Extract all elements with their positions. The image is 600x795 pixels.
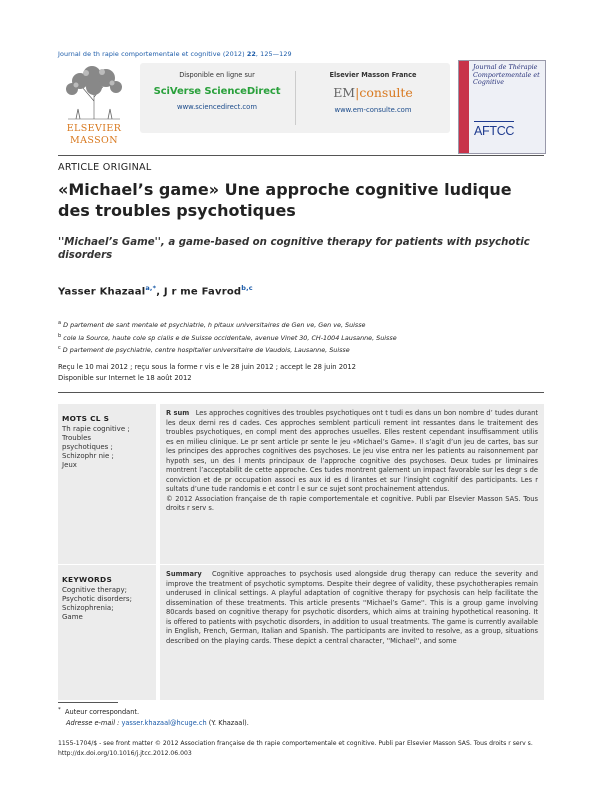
author-list: Yasser Khazaal$^{a,*}$, J r me Favrod$^{b,c}$	[58, 284, 253, 298]
online-date: Disponible sur Internet le 18 août 2012	[58, 373, 192, 382]
author-affiliation-marker[interactable]: b,c	[241, 284, 253, 292]
keyword-item: psychotiques ;	[62, 443, 113, 451]
author-name[interactable]: Yasser Khazaal	[58, 286, 146, 298]
abstract-fr-copyright: © 2012 Association française de th rapie comportementale et cognitive. Publi par Elsevier Masson SAS. Tous droits r serv s.	[166, 494, 538, 512]
journal-pages: , 125—129	[255, 50, 292, 58]
sciverse-block	[142, 71, 292, 111]
elsevier-masson-france-label: Elsevier Masson France	[329, 71, 417, 79]
issn-copyright-line: 1155-1704/$ - see front matter © 2012 Association française de th rapie comportementale et cognitive. Publi par Elsevier Masson SAS. Tous droits r serv s.	[58, 740, 533, 747]
abstract-rule	[58, 392, 544, 393]
header-divider	[295, 71, 296, 125]
keyword-item: Troubles	[62, 434, 92, 442]
keyword-item: Jeux	[62, 461, 77, 469]
corresponding-label: Auteur correspondant.	[64, 708, 140, 717]
abstract-fr-text	[160, 404, 544, 514]
email-label: Adresse e-mail :	[66, 718, 120, 727]
affiliation-marker: a	[58, 320, 62, 326]
masson-logo-text: MASSON	[70, 135, 118, 146]
journal-reference[interactable]	[58, 50, 292, 58]
keywords-en-box	[58, 565, 156, 700]
affiliation-marker: b	[58, 332, 62, 339]
abstract-en-body: Cognitive approaches to psychosis used alongside drug therapy can reduce the severity and improve the treatment of psychotic symptoms. Despite their degree of validity, these psychotherapies remain underused in clinical settings. A playful adaptation of cognitive therapy for psychosis can help facilitate the dissemination of these treatments. This article presents ''Michael’s Game''. This is a group game involving 80cards based on cognitive therapy for psychotic disorders, which aims at training hypothetical reasoning. It is offered to patients with psychotic disorders, in addition to usual treatments. The game is currently available in English, French, German, Italian and Spanish. The participants are invited to resolve, as a group, situations described on the playing cards. These depict a central character, ''Michael'', and some	[166, 570, 538, 645]
cover-stripe	[459, 61, 469, 153]
em-consulte-logo[interactable]: EM|consulte	[333, 85, 413, 100]
affiliation-text: D partement de sant mentale et psychiatrie, h pitaux universitaires de Gen ve, Gen ve, Suisse	[63, 321, 366, 330]
affiliation-item	[58, 343, 544, 356]
abstract-en-box	[160, 565, 544, 700]
abstract-fr-body: Les approches cognitives des troubles psychotiques ont t tudi es dans un bon nombre d’ tudes durant les deux derni res d cades. Ces approches semblent particuli rement int ressantes dans le traitement des troubles psychotiques, en compl ment des approches usuelles. Elles restent cependant insuffisamment utilis es en milieu clinique. Le pr sent article pr sente le jeu «Michael’s Game». Il s’agit d’un jeu de cartes, bas sur les principes des approches cognitives des psychoses. Le jeu vise entra ner les patients au raisonnement par hypoth ses, un des l ments principaux de l’approche cognitive des psychoses. Deux tudes pr liminaires montrent l’acceptabilit de cette approche. Ces tudes montrent galement un impact favorable sur les degr s de conviction et de pr occupation associ es aux id es d lirantes et sur l’insight cognitif des participants. Les r sultats d’une tude randomis e et contr l e sur ce sujet sont prochainement attendus.	[166, 409, 538, 493]
keyword-item: Th rapie cognitive ;	[62, 425, 130, 433]
aftcc-logo: AFTCC	[474, 121, 514, 138]
affiliation-text: cole la Source, haute cole sp cialis e de Suisse occidentale, avenue Vinet 30, CH-1004 Lausanne, Suisse	[63, 333, 397, 342]
affiliation-text: D partement de psychiatrie, centre hospitalier universitaire de Vaudois, Lausanne, Suisse	[62, 346, 350, 355]
sciencedirect-link[interactable]: www.sciencedirect.com	[177, 103, 257, 111]
abstract-fr-box	[160, 404, 544, 564]
article-dates	[58, 362, 544, 383]
keywords-en-heading: KEYWORDS	[62, 575, 113, 584]
footnote-rule	[58, 702, 118, 703]
doi-link[interactable]: http://dx.doi.org/10.1016/j.jtcc.2012.06.003	[58, 749, 192, 757]
keyword-item: Game	[62, 613, 83, 621]
header-rule	[58, 155, 544, 156]
em-logo-right: consulte	[359, 85, 413, 100]
keyword-item: Cognitive therapy;	[62, 586, 127, 594]
article-subtitle: ''Michael’s Game'', a game-based on cognitive therapy for patients with psychotic disorders	[58, 237, 530, 261]
abstract-en-text	[160, 565, 544, 646]
article-type: ARTICLE ORIGINAL	[58, 162, 152, 173]
front-matter	[58, 739, 544, 759]
keywords-fr-box	[58, 404, 156, 564]
journal-reference-prefix: Journal de th rapie comportementale et cognitive (2012)	[58, 50, 247, 58]
keyword-item: Schizophr nie ;	[62, 452, 114, 460]
em-logo-left: EM	[333, 85, 356, 100]
publisher-header-box	[140, 63, 450, 133]
affiliations	[58, 318, 544, 356]
abstract-fr-label: R sum	[166, 409, 190, 417]
author-affiliation-marker[interactable]: a,*	[145, 284, 157, 292]
affiliation-item	[58, 331, 544, 344]
available-online-label: Disponible en ligne sur	[179, 71, 255, 79]
corresponding-author-footnote	[58, 705, 544, 728]
journal-volume: 22	[246, 50, 256, 58]
elsevier-logo-text: ELSEVIER	[66, 123, 122, 134]
em-consulte-link[interactable]: www.em-consulte.com	[334, 106, 412, 114]
affiliation-marker: c	[58, 345, 61, 352]
email-link[interactable]: yasser.khazaal@hcuge.ch	[121, 718, 207, 727]
email-suffix: (Y. Khazaal).	[208, 718, 249, 727]
keywords-fr-heading: MOTS CL S	[62, 414, 110, 423]
cover-title: Journal de Thérapie Comportementale et Cognitive	[473, 63, 540, 86]
em-consulte-block	[298, 71, 448, 114]
abstract-en-label: Summary	[166, 570, 202, 578]
elsevier-logo[interactable]	[60, 63, 128, 151]
article-title: «Michael’s game» Une approche cognitive ludique des troubles psychotiques	[58, 180, 512, 220]
sciverse-logo[interactable]: SciVerse ScienceDirect	[153, 86, 281, 97]
received-dates: Reçu le 10 mai 2012 ; reçu sous la forme r vis e le 28 juin 2012 ; accept le 28 juin 2012	[58, 363, 356, 371]
keyword-item: Psychotic disorders;	[62, 595, 132, 603]
author-name[interactable]: J r me Favrod	[163, 286, 242, 298]
footnote-marker: *	[58, 707, 61, 713]
elsevier-tree-icon	[62, 63, 126, 121]
keyword-item: Schizophrenia;	[62, 604, 114, 612]
affiliation-item	[58, 318, 544, 331]
journal-cover[interactable]	[458, 60, 546, 154]
